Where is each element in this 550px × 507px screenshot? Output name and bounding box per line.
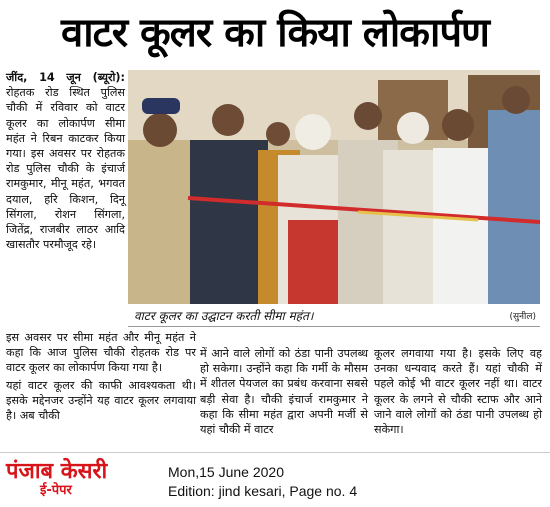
- news-photo: [128, 70, 540, 304]
- article-paragraph-1: इस अवसर पर सीमा महंत और मीनू महंत ने कहा कि आज पुलिस चौकी रोहतक रोड पर वाटर कूलर का लोकार्पण किया गया है।: [6, 331, 196, 375]
- brand-name: पंजाब केसरी: [6, 458, 108, 484]
- edition-meta: [168, 463, 357, 501]
- footer: [0, 452, 550, 507]
- ribbon-cutting-photo: [128, 70, 540, 304]
- article-column-bottom-left: [6, 330, 196, 425]
- photo-credit: (सुनील): [509, 312, 536, 322]
- photo-caption: वाटर कूलर का उद्घाटन करती सीमा महंत।: [134, 309, 314, 323]
- publish-date: Mon,15 June 2020: [168, 464, 284, 480]
- headline: वाटर कूलर का किया लोकार्पण: [61, 10, 489, 56]
- brand-logo: [6, 459, 152, 499]
- dateline: जींद, 14 जून (ब्यूरो):: [6, 71, 125, 84]
- article-column-left: [6, 70, 125, 252]
- edition-info: Edition: jind kesari, Page no. 4: [168, 483, 358, 499]
- article-paragraph-2: यहां वाटर कूलर की काफी आवश्यकता थी। इसके मद्देनजर उन्होंने यह वाटर कूलर लगवाया है। अब चौकी: [6, 378, 196, 423]
- article-column-right: कूलर लगवाया गया है। इसके लिए वह उनका धन्यवाद करते हैं। यहां चौकी में पहले कोई भी वाटर कूलर नहीं था। वाटर कूलर के लगने से चौकी स्टाफ और आने जाने वाले लोगों को ठंडा पानी उपलब्ध हो सकेगा।: [374, 347, 542, 437]
- photo-caption-band: [128, 304, 540, 327]
- brand-subtitle: ई-पेपर: [40, 483, 72, 498]
- article-text-left: रोहतक रोड स्थित पुलिस चौकी में रविवार को वाटर कूलर का लोकार्पण सीमा महंत ने रिबन काटकर किया गया। इस अवसर पर रोहतक रोड पुलिस चौकी के इंचार्ज रामकुमार, मीनू महंत, भगवत दयाल, हरि किशन, दिनू सिंगला, रोशन सिंगला, जितेंद्र, राजबीर लाठर आदि खासतौर परमौजूद रहे।: [6, 86, 125, 252]
- article-column-middle: में आने वाले लोगों को ठंडा पानी उपलब्ध हो सकेगा। उन्होंने कहा कि गर्मी के मौसम में शीतल पेयजल का प्रबंध करवाना सबसे बड़ी सेवा है। चौकी इंचार्ज रामकुमार ने कहा कि सीमा महंत द्वारा अपनी मर्जी से यहां चौकी में वाटर: [200, 347, 368, 437]
